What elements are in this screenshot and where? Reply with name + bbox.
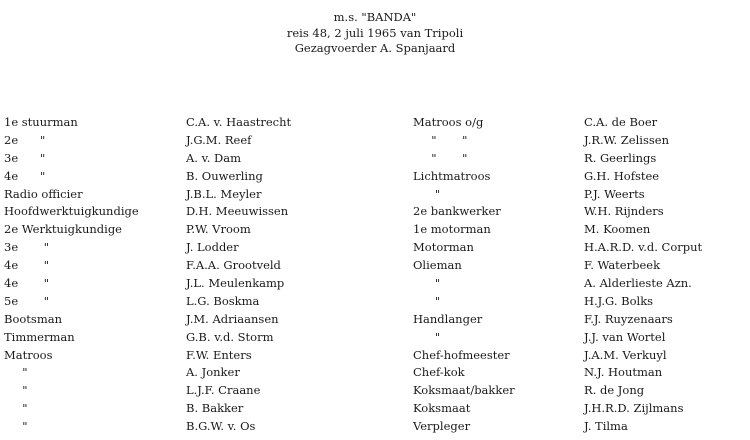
name-left: A. v. Dam: [186, 150, 242, 165]
name-right: J.H.R.D. Zijlmans: [584, 401, 684, 416]
name-left: G.B. v.d. Storm: [186, 329, 274, 344]
name-left: L.J.F. Craane: [186, 383, 261, 398]
name-right: J.A.M. Verkuyl: [584, 347, 667, 362]
name-left: J.M. Adriaansen: [186, 311, 279, 326]
rank-right: ": [413, 276, 441, 291]
name-left: J.B.L. Meyler: [186, 186, 262, 201]
rank-right: 1e motorman: [413, 222, 491, 237]
name-left: D.H. Meeuwissen: [186, 204, 289, 219]
crew-row: [0, 132, 750, 150]
rank-right: Verpleger: [413, 419, 471, 434]
crew-row: [0, 168, 750, 186]
rank-left: 4e ": [4, 168, 46, 183]
rank-left: 5e ": [4, 293, 50, 308]
rank-left: 3e ": [4, 240, 50, 255]
rank-right: " ": [413, 150, 468, 165]
rank-left: 4e ": [4, 258, 50, 273]
crew-row: [0, 150, 750, 168]
rank-left: Radio officier: [4, 186, 83, 201]
rank-left: ": [4, 419, 28, 434]
name-right: A. Alderlieste Azn.: [584, 276, 692, 291]
crew-row: [0, 418, 750, 436]
crew-row: [0, 400, 750, 418]
rank-right: ": [413, 186, 441, 201]
crew-row: [0, 239, 750, 257]
rank-right: Olieman: [413, 258, 462, 273]
document-header: [0, 10, 750, 57]
rank-right: Koksmaat: [413, 401, 471, 416]
name-right: R. Geerlings: [584, 150, 657, 165]
name-right: M. Koomen: [584, 222, 651, 237]
name-left: C.A. v. Haastrecht: [186, 115, 292, 129]
crew-row: [0, 364, 750, 382]
name-right: F.J. Ruyzenaars: [584, 311, 673, 326]
crew-row: [0, 221, 750, 239]
crew-row: [0, 114, 750, 132]
name-right: P.J. Weerts: [584, 186, 645, 201]
rank-left: Hoofdwerktuigkundige: [4, 204, 139, 219]
rank-right: ": [413, 329, 441, 344]
crew-roster: [0, 114, 750, 436]
rank-left: Timmerman: [4, 329, 75, 344]
name-left: P.W. Vroom: [186, 222, 251, 237]
rank-right: 2e bankwerker: [413, 204, 501, 219]
rank-left: Matroos: [4, 347, 53, 362]
crew-row: [0, 382, 750, 400]
rank-right: Matroos o/g: [413, 115, 484, 129]
name-left: L.G. Boskma: [186, 293, 260, 308]
crew-row: [0, 329, 750, 347]
rank-left: 2e Werktuigkundige: [4, 222, 122, 237]
rank-right: Koksmaat/bakker: [413, 383, 515, 398]
name-right: J.J. van Wortel: [584, 329, 666, 344]
rank-left: Bootsman: [4, 311, 62, 326]
name-right: C.A. de Boer: [584, 115, 658, 129]
name-left: A. Jonker: [186, 365, 240, 380]
rank-left: ": [4, 383, 28, 398]
rank-left: 1e stuurman: [4, 115, 78, 129]
crew-row: [0, 293, 750, 311]
name-right: H.J.G. Bolks: [584, 293, 654, 308]
rank-left: 3e ": [4, 150, 46, 165]
rank-right: Motorman: [413, 240, 474, 255]
crew-row: [0, 275, 750, 293]
rank-right: Chef-hofmeester: [413, 347, 510, 362]
name-right: G.H. Hofstee: [584, 168, 660, 183]
name-right: H.A.R.D. v.d. Corput: [584, 240, 703, 255]
rank-right: " ": [413, 132, 468, 147]
crew-row: [0, 347, 750, 365]
crew-row: [0, 186, 750, 204]
rank-right: Handlanger: [413, 311, 483, 326]
name-left: B. Ouwerling: [186, 168, 263, 183]
name-right: F. Waterbeek: [584, 258, 661, 273]
name-left: F.W. Enters: [186, 347, 252, 362]
captain-line: Gezagvoerder A. Spanjaard: [294, 41, 456, 55]
ship-name: m.s. "BANDA": [333, 10, 417, 24]
rank-right: ": [413, 293, 441, 308]
rank-right: Chef-kok: [413, 365, 465, 380]
name-left: F.A.A. Grootveld: [186, 258, 281, 273]
rank-right: Lichtmatroos: [413, 168, 491, 183]
name-left: B. Bakker: [186, 401, 244, 416]
rank-left: ": [4, 365, 28, 380]
name-right: N.J. Houtman: [584, 365, 663, 380]
rank-left: 4e ": [4, 276, 50, 291]
rank-left: 2e ": [4, 132, 46, 147]
name-left: J.G.M. Reef: [186, 132, 252, 147]
rank-left: ": [4, 401, 28, 416]
crew-row: [0, 257, 750, 275]
name-left: J. Lodder: [186, 240, 239, 255]
voyage-line: reis 48, 2 juli 1965 van Tripoli: [286, 25, 464, 40]
crew-row: [0, 311, 750, 329]
name-left: B.G.W. v. Os: [186, 419, 256, 434]
crew-row: [0, 203, 750, 221]
name-right: W.H. Rijnders: [584, 204, 664, 219]
name-right: J.R.W. Zelissen: [584, 132, 669, 147]
name-right: R. de Jong: [584, 383, 645, 398]
name-left: J.L. Meulenkamp: [186, 276, 285, 291]
name-right: J. Tilma: [584, 419, 628, 434]
